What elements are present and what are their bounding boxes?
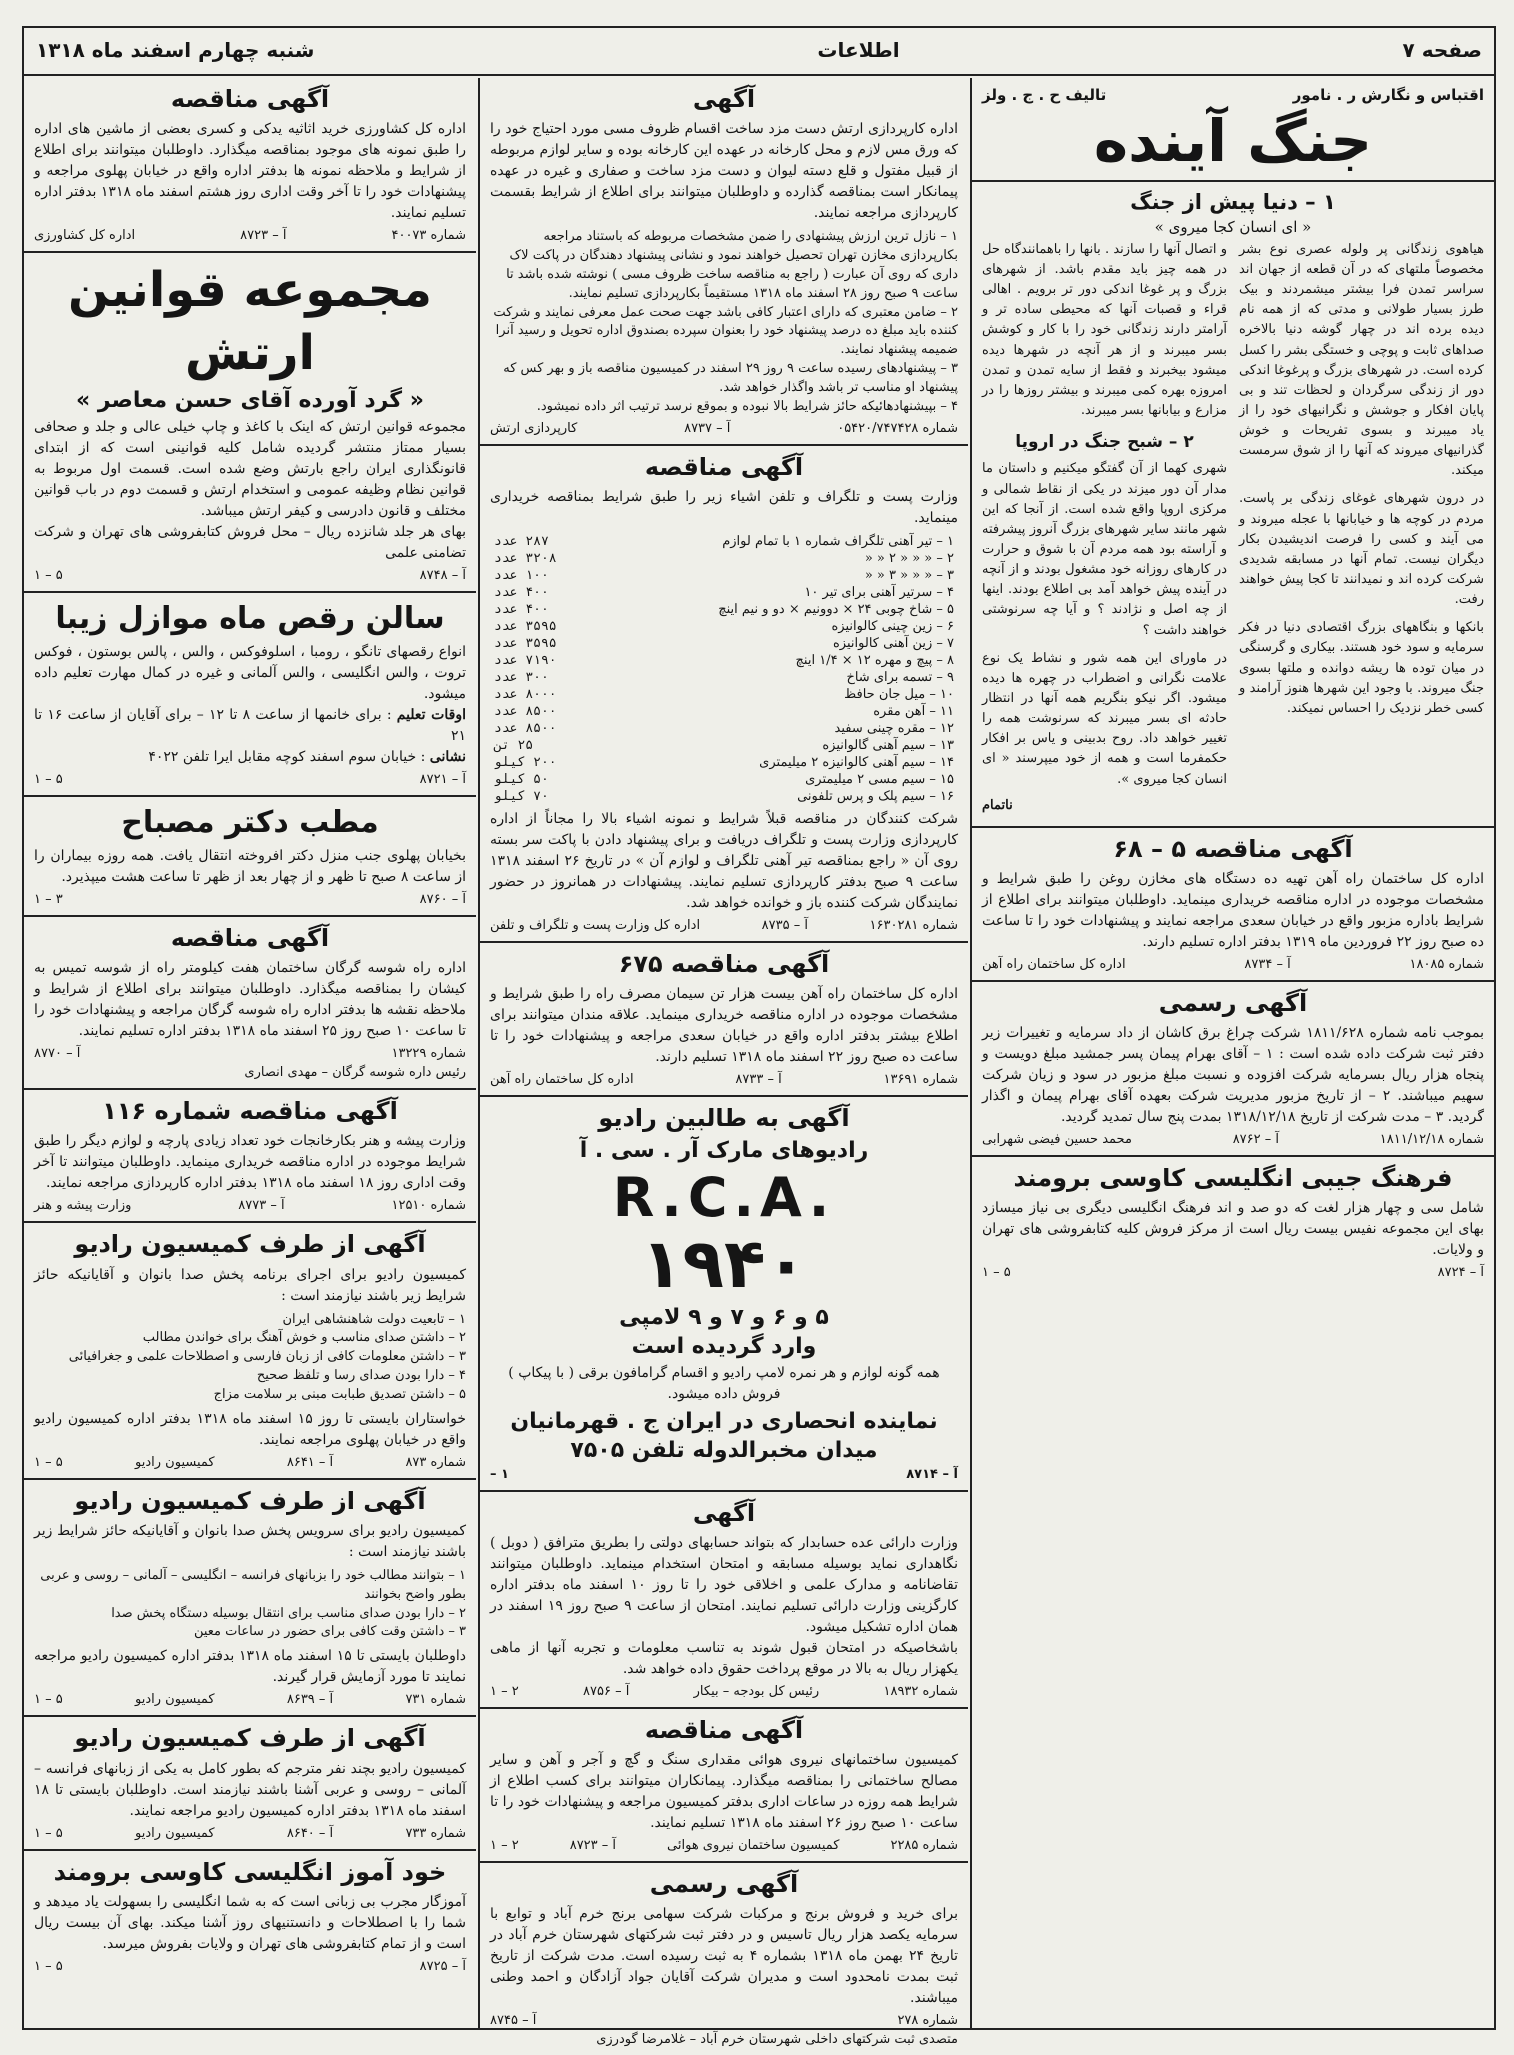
ad-body: کمیسیون رادیو برای سرویس پخش صدا بانوان و آقایانیکه حائز شرایط زیر باشند نیازمند است : (34, 1522, 466, 1560)
ad-sign: اداره کل وزارت پست و تلگراف و تلفن (490, 917, 701, 933)
ad-dash: ۵ – ۱ (982, 1265, 1011, 1281)
ad-number: شماره ۱۳۶۹۱ (883, 1072, 958, 1087)
item-description: ۲ – « « « ۲ « « (864, 550, 954, 566)
table-row (490, 720, 958, 737)
rca-agent: نماینده انحصاری در ایران ج . قهرمانیان (510, 1408, 938, 1434)
ad-meta (982, 957, 1484, 972)
ad-dash: ۵ – ۱ (34, 1958, 63, 1974)
ad-meta (490, 1467, 958, 1482)
ad-ref: آ – ۸۶۴۱ (286, 1454, 334, 1470)
ad-tender-68 (972, 826, 1494, 982)
ad-price: بهای هر جلد شانزده ریال – محل فروش کتابفروشی های تهران و شرکت تضامنی علمی (34, 523, 466, 561)
ad-intro: وزارت پست و تلگراف و تلفن اشیاء زیر را طبق شرایط بمناقصه خریداری مینماید. (490, 488, 958, 526)
ad-body: همه گونه لوازم و هر نمره لامپ رادیو و اقسام گرامافون برقی ( با پیکاپ ) فروش داده میشود. (508, 1364, 940, 1402)
ad-title: آگهی (692, 1498, 756, 1527)
ad-title: آگهی مناقصه ۶۷۵ (618, 949, 830, 978)
ad-ref: آ – ۸۷۳۵ (761, 917, 808, 933)
ad-english-self-study (24, 1851, 476, 1982)
article-columns (982, 240, 1484, 816)
ad-ref: آ – ۸۷۲۱ (419, 771, 466, 787)
ad-title: مطب دکتر مصباح (121, 804, 379, 840)
ad-dash: ۲ – ۱ (490, 1838, 519, 1854)
item-description: ۱۱ – آهن مقره (873, 703, 954, 719)
ad-number: شماره ۱۶۳۰۲۸۱ (869, 917, 958, 933)
rca-arrived: وارد گردیده است (631, 1333, 817, 1359)
ad-meta (490, 2032, 958, 2047)
ad-body: مجموعه قوانین ارتش که اینک با کاغذ و چاپ خیلی عالی و جلد و صحافی بسیار ممتاز منتشر گردیده شامل کلیه قوانینی است که از ابتدای قانونگذاری ایران راجع بارتش وضع شده است. قسمت اول مربوط به قوانین نظام وظیفه عمومی و استخدام ارتش و قسمت دوم در باب قوانین مختلف و قانون دادرسی و کیفر ارتش میباشد. (34, 418, 466, 519)
item-description: ۴ – سرتیر آهنی برای تیر ۱۰ (804, 584, 954, 600)
ad-official-notice (972, 982, 1494, 1157)
ad-ref: آ – ۸۷۲۳ (240, 228, 287, 244)
ad-number: شماره ۷۳۳ (405, 1825, 466, 1841)
hours-value: برای خانمها از ساعت ۸ تا ۱۲ – برای آقایان از ساعت ۱۶ تا ۲۱ (34, 706, 466, 744)
ad-number: شماره ۱۳۲۲۹ (391, 1046, 466, 1062)
item-description: ۹ – تسمه برای شاخ (846, 669, 954, 685)
item-quantity: ۷۱۹۰ عدد (494, 652, 557, 668)
item-description: ۱۶ – سیم پلک و پرس تلفونی (797, 788, 954, 804)
ad-meta (34, 1198, 466, 1213)
ad-conditions (34, 1567, 466, 1642)
table-row (490, 703, 958, 720)
ad-title: مجموعه قوانین ارتش (68, 262, 432, 381)
table-row (490, 601, 958, 618)
ad-title: آگهی مناقصه (170, 85, 330, 113)
item-quantity: ۸۰۰۰ عدد (494, 686, 557, 702)
address-label: نشانی (429, 748, 466, 765)
ad-sign: رئیس کل بودجه – بیکار (693, 1683, 820, 1699)
ad-dash: ۳ – ۱ (34, 891, 63, 907)
ad-meta (34, 1455, 466, 1470)
ad-title: آگهی مناقصه (644, 452, 804, 481)
ad-number: شماره ۷۳۱ (405, 1692, 466, 1708)
ad-meta (34, 1826, 466, 1841)
item-quantity: ۸۵۰۰ عدد (494, 703, 557, 719)
article-credits (972, 78, 1494, 106)
item-description: ۱۵ – سیم مسی ۲ میلیمتری (805, 771, 954, 787)
ad-tender-116 (24, 1090, 476, 1223)
table-row (490, 635, 958, 652)
ad-ref: آ – ۸۷۲۴ (1437, 1265, 1484, 1281)
item-description: ۳ – « « « ۳ « « (864, 567, 954, 583)
ad-title: آگهی مناقصه (170, 923, 330, 952)
ad-title: آگهی مناقصه (644, 1715, 804, 1744)
article-column-2 (982, 240, 1227, 816)
ad-conditions (34, 1311, 466, 1405)
ad-body: اداره کل ساختمان راه آهن بیست هزار تن سیمان مصرف راه را طبق شرایط و مشخصات موجوده در اداره مناقصه خریداری مینماید. علاقه مندان میتوانند برای اطلاع بیشتر بدفتر اداره واقع در خیابان سعدی مراجعه و پیشنهادات خود را تا ساعت ده صبح روز ۲۲ اسفند ماه ۱۳۱۸ تسلیم دارند. (490, 986, 958, 1065)
rca-brand: R.C.A. (612, 1166, 836, 1230)
ad-condition: ۳ – داشتن وقت کافی برای حضور در ساعات معین (193, 1624, 466, 1640)
table-row (490, 618, 958, 635)
ad-ref: آ – ۸۷۷۳ (238, 1198, 285, 1214)
ad-dance-salon (24, 593, 476, 797)
ad-body: اداره راه شوسه گرگان ساختمان هفت کیلومتر راه از شوسه تمیس به کیشان را بمناقصه میگذارد. داوطلبان میتوانند برای اطلاع از شرایط و ملاحظه نقشه ها بدفتر اداره راه شوسه گرگان مراجعه و پیشنهادات خود را تا ساعت ۱۰ صبح روز ۲۵ اسفند ماه ۱۳۱۸ بدفتر اداره تسلیم نمایند. (34, 960, 466, 1040)
address-value: خیابان سوم اسفند کوچه مقابل ایرا تلفن ۴۰۲۲ (148, 748, 417, 765)
ad-condition: ۴ – بپیشنهادهائیکه حائز شرایط بالا نبوده و بموقع نرسد ترتیب اثر داده نمیشود. (536, 398, 958, 414)
middle-column (478, 78, 968, 2048)
rca-year: ۱۹۴۰ (640, 1225, 807, 1305)
table-row (490, 788, 958, 805)
ad-meta (34, 772, 466, 787)
ad-number: شماره ۴۰۰۷۳ (391, 228, 466, 244)
item-description: ۷ – زین آهنی کالوانیزه (833, 635, 954, 651)
item-quantity: ۱۰۰ عدد (494, 567, 549, 583)
section-title: ۲ – شبح جنگ در اروپا (1015, 432, 1194, 453)
ad-condition: ۴ – دارا بودن صدای رسا و تلفظ صحیح (256, 1368, 466, 1384)
item-description: ۱۴ – سیم آهنی کالوانیزه ۲ میلیمتری (759, 754, 954, 770)
ad-title: آگهی به طالبین رادیو (598, 1104, 850, 1132)
table-row (490, 686, 958, 703)
ad-title: فرهنگ جیبی انگلیسی کاوسی برومند (1013, 1164, 1453, 1193)
ad-dash: ۵ – ۱ (34, 1825, 63, 1841)
item-quantity: ۸۵۰۰ عدد (494, 720, 557, 736)
item-quantity: ۲۵ تن (494, 737, 534, 753)
ad-title: آگهی رسمی (649, 1870, 799, 1899)
ad-title: آگهی مناقصه ۵ – ۶۸ (1113, 834, 1353, 863)
ad-pocket-dictionary (972, 1157, 1494, 1288)
ad-body: وزارت پیشه و هنر بکارخانجات خود تعداد زیادی پارچه و لوازم دیگر را طبق شرایط موجوده در اداره مناقصه خریداری مینماید. داوطلبان میتوانند تا آخر وقت اداری روز ۱۸ اسفند ماه ۱۳۱۸ بدفتر اداره کارپردازی مراجعه نمایند. (34, 1133, 466, 1192)
ad-ref: آ – ۸۶۴۰ (286, 1825, 334, 1841)
ad-dash: ۵ – ۱ (34, 1692, 63, 1708)
article-credit-left: تالیف ح . ج . ولز (982, 86, 1107, 104)
ad-sign: کمیسیون رادیو (135, 1825, 215, 1841)
hours-label: اوقات تعلیم (396, 706, 466, 723)
ad-body: کمیسیون ساختمانهای نیروی هوائی مقداری سنگ و گچ و آجر و آهن و سایر مصالح ساختمانی را بمناقصه میگذارد. پیمانکاران میتوانند برای کسب اطلاع از شرایط همه روزه در ساعات اداری بدفتر کمیسیون مراجعه و پیشنهادات خود را تا ساعت ۱۰ صبح روز ۲۶ اسفند ماه ۱۳۱۸ تسلیم نمایند. (490, 1752, 958, 1832)
ad-radio-commission-2 (24, 1480, 476, 1718)
ad-ref: آ – ۸۷۵۶ (583, 1683, 630, 1699)
ad-condition: ۲ – ضامن معتبری که دارای اعتبار کافی باشد جهت صحت عمل معرفی نمایند و شرکت کننده باید مبلغ ده درصد پیشنهاد خود را بعنوان سپرده بصندوق اداره تحویل و رسید آنرا ضمیمه پیشنهاد نمایند. (493, 304, 958, 358)
ad-condition: ۳ – داشتن معلومات کافی از زبان فارسی و اصطلاحات علمی و جغرافیائی (68, 1349, 466, 1365)
ad-ref: آ – ۸۷۳۳ (735, 1072, 782, 1087)
table-row (490, 737, 958, 754)
ad-condition: ۱ – بتوانند مطالب خود را بزبانهای فرانسه – انگلیسی – آلمانی – روسی و عربی بطور واضح بخوانند (40, 1567, 466, 1602)
ad-ref: آ – ۸۷۴۵ (490, 2013, 537, 2029)
ad-ref: آ – ۸۷۶۲ (1232, 1132, 1280, 1148)
section-title: ۱ – دنیا پیش از جنگ (1130, 189, 1336, 214)
ad-ref: آ – ۸۷۲۳ (569, 1838, 617, 1854)
ad-body: اداره کل ساختمان راه آهن تهیه ده دستگاه های مخازن روغن را طبق شرایط و مشخصات موجوده در اداره مناقصه خریداری مینماید. داوطلبان میتوانند برای اطلاع از شرایط باداره مزبور واقع در خیابان سعدی مراجعه نمایند و پیشنهادات خود را تا ساعت ده صبح روز ۲۲ فروردین ماه ۱۳۱۹ بدفتر اداره تسلیم دارند. (982, 870, 1484, 950)
ad-hours: اوقات تعلیم : برای خانمها از ساعت ۸ تا ۱۲ – برای آقایان از ساعت ۱۶ تا ۲۱ (34, 706, 466, 744)
ad-meta (34, 568, 466, 583)
table-row (490, 567, 958, 584)
ad-meta (490, 1838, 958, 1853)
item-quantity: ۴۰۰ عدد (494, 584, 549, 600)
ad-body: داوطلبان بایستی تا ۱۵ اسفند ماه ۱۳۱۸ بدفتر اداره کمیسیون رادیو مراجعه نمایند تا مورد آزمایش قرار گیرند. (34, 1648, 467, 1686)
ad-ref: آ – ۸۷۳۷ (684, 420, 731, 436)
ad-ref: آ – ۸۷۱۴ (906, 1466, 958, 1482)
ad-meta (982, 1265, 1484, 1280)
ad-tender-675 (480, 943, 968, 1097)
ad-sign: اداره کل ساختمان راه آهن (982, 956, 1126, 972)
ad-meta (34, 1046, 466, 1061)
section-quote: « ای انسان کجا میروی » (1154, 217, 1312, 236)
ad-title: آگهی مناقصه شماره ۱۱۶ (102, 1097, 398, 1126)
article-paragraph: در درون شهرهای غوغای زندگی بر پاست. مردم در کوچه ها و خیابانها با عجله میروند و می آیند و کسی را فرصت اندیشیدن بکار دیگران نیست. تمام آنها در مسابقه شدیدی شرکت کرده اند و نمیدانند تا کجا پیش خواهند رفت. (1239, 491, 1484, 608)
article-paragraph: هیاهوی زندگانی پر ولوله عصری نوع بشر مخصوصاً ملتهای که در آن قطعه از جهان اند سراسر تمدن فرا بیشتر میشمردند و بیک طرز بسیار طولانی و مدتی که از همه نام دیده برده اند در چهار گوشه دنیا بالاخره صداهای ثابت و پوچی و خستگی بشر را کسل کرده است. در شهرهای بزرگ و پرغوغا اندکی دور از زندگی سرگردان و لحظات تند و بی پایان افکار و جوشش و نگرانیهای خود را از یاد میبرند و بسوی تفریحات و خوش گذرانیهای میروند که آنها را از شوق سرمست میکند. (1239, 241, 1484, 479)
items-table (490, 533, 958, 805)
ad-sign: کمیسیون ساختمان نیروی هوائی (667, 1838, 840, 1854)
ad-rca-radio (480, 1097, 968, 1492)
ad-sign: محمد حسین فیضی شهرابی (982, 1132, 1132, 1148)
ad-meta (490, 1072, 958, 1087)
item-description: ۱۰ – میل جان حافظ (844, 686, 954, 702)
ad-number: شماره ۸۷۳ (405, 1454, 466, 1470)
table-row (490, 754, 958, 771)
item-description: ۵ – شاخ چوبی ۲۴ × دوونیم × دو و نیم اینچ (718, 601, 954, 617)
ad-sign: اداره کل ساختمان راه آهن (490, 1072, 634, 1087)
ad-body: اداره کل کشاورزی خرید اثاثیه یدکی و کسری بعضی از ماشین های اداره را طبق نمونه های موجود بمناقصه میگذارد. داوطلبان میتوانند برای اطلاع از شرایط و ملاحظه نمونه ها بدفتر اداره واقع در خیابان پهلوی مراجعه و پیشنهادات خود را تا آخر وقت اداری روز هشتم اسفند ماه ۱۳۱۸ بدفتر اداره تسلیم نمایند. (34, 121, 466, 222)
table-row (490, 669, 958, 686)
ad-number: شماره ۲۷۸ (897, 2013, 958, 2029)
item-quantity: ۳۲۰۸ عدد (494, 550, 557, 566)
ad-ref: آ – ۸۷۳۴ (1244, 956, 1291, 972)
table-row (490, 771, 958, 788)
ad-dash: ۵ – ۱ (34, 771, 63, 787)
ad-meta (34, 1065, 466, 1080)
ad-ref: آ – ۸۶۳۹ (286, 1692, 334, 1708)
ad-meta (490, 918, 958, 933)
ad-conditions (490, 228, 958, 416)
to-be-continued: ناتمام (982, 797, 1013, 813)
ad-condition: ۱ – نازل ترین ارزش پیشنهادی را ضمن مشخصات مربوطه که باستناد مراجعه بکارپردازی مخازن تهران تحصیل خواهند نمود و نشانی پیشنهاد دهندگان در پاکت لاک داری که روی آن عبارت ( راجع به مناقصه ساخت ظروف مسی ) نوشته شده باشد تا ساعت ۹ صبح روز ۲۸ اسفند ماه ۱۳۱۸ مستقیماً بکارپردازی تسلیم نمایند. (506, 229, 958, 301)
page-number: صفحه ۷ (1402, 38, 1482, 62)
table-row (490, 550, 958, 567)
ad-body: اداره کارپردازی ارتش دست مزد ساخت اقسام ظروف مسی مورد احتیاج خود را که ورق مس لازم و محل کارخانه در عهده این کارخانه بوده و سایر لوازم مربوطه از قبیل مفتول و قلع دسته لیوان و دست مزد ساخت و صفاری و غیره در عهده پیمانکار است بمناقصه گذارده و داوطلبان میتوانند برای اطلاع از شرایط بقسمت کارپردازی مراجعه نمایند. (490, 121, 958, 222)
table-row (490, 584, 958, 601)
ad-finance-ministry (480, 1492, 968, 1709)
ad-sign: اداره کل کشاورزی (34, 228, 136, 244)
ad-body: خواستاران بایستی تا روز ۱۵ اسفند ماه ۱۳۱۸ بدفتر اداره کمیسیون رادیو واقع در خیابان پهلوی مراجعه نمایند. (34, 1410, 466, 1448)
ad-body: شرکت کنندگان در مناقصه قبلاً شرایط و نمونه اشیاء بالا را مجاناً از اداره کارپردازی وزارت پست و تلگراف دریافت و برای پیشنهاد دادن با پاکت سر بسته روی آن « راجع بمناقصه تیر آهنی تلگراف و لوازم آن » در تاریخ ۲۶ اسفند ۱۳۱۸ ساعت ۹ صبح بدفتر کارپردازی تسلیم نمایند. پیشنهادات در همانروز در حضور نمایندگان شرکت کننده باز و خوانده خواهد شد. (490, 810, 959, 911)
ad-sign: رئیس داره شوسه گرگان – مهدی انصاری (244, 1065, 466, 1081)
item-quantity: ۳۵۹۵ عدد (494, 635, 557, 651)
ad-body: باشخاصیکه در امتحان قبول شوند به تناسب معلومات و تجربه آنها از ماهی یکهزار ریال به بالا در موقع پرداخت حقوق داده خواهد شد. (490, 1639, 958, 1677)
item-description: ۶ – زین چینی کالوانیزه (831, 618, 954, 634)
ad-condition: ۳ – پیشنهادهای رسیده ساعت ۹ روز ۲۹ اسفند در کمیسیون مناقصه باز و بهر کس که پیشنهاد او مناسب تر باشد واگذار خواهد شد. (503, 361, 958, 395)
item-quantity: ۷۰ کیلو (494, 788, 549, 804)
table-row (490, 652, 958, 669)
item-quantity: ۴۰۰ عدد (494, 601, 549, 617)
ad-body: وزارت دارائی عده حسابدار که بتواند حسابهای دولتی را بطریق مترافق ( دوبل ) نگاهداری نماید بوسیله مسابقه و امتحان استخدام مینماید. داوطلبان میتوانند تقاضانامه و مدارک علمی و اخلاقی خود را تا روز ۱۰ اسفند ماه بدفتر اداره کارگزینی وزارت دارائی تسلیم نمایند. امتحان از ساعت ۹ صبح روز ۱۹ اسفند در همان اداره تشکیل میشود. (490, 1534, 959, 1635)
ad-subtitle: « گرد آورده آقای حسن معاصر » (76, 387, 424, 413)
ad-title: آگهی از طرف کمیسیون رادیو (74, 1486, 426, 1515)
ad-number: شماره ۰۵۴۲۰/۷۴۷۴۲۸ (837, 420, 958, 436)
article-paragraph: بانکها و بنگاههای بزرگ اقتصادی دنیا در فکر سرمایه و سود خود هستند. بیکاری و گرسنگی در میان توده ها ریشه دوانده و ملتها بسوی جنگ میروند. با وجود این شهرها هنوز آرامند و کسی خطر نزدیک را احساس نمیکند. (1239, 620, 1484, 716)
ad-meta (34, 1959, 466, 1974)
ad-number: شماره ۱۸۹۳۲ (883, 1683, 958, 1699)
ad-radio-commission-1 (24, 1223, 476, 1479)
ad-dash: ۲ – ۱ (490, 1683, 519, 1699)
ad-agriculture-tender (24, 78, 476, 253)
ad-meta (34, 1692, 466, 1707)
ad-body: کمیسیون رادیو برای اجرای برنامه پخش صدا بانوان و آقایانیکه حائز شرایط زیر باشند نیازمند است : (34, 1266, 466, 1304)
ad-army-laws-book (24, 253, 476, 593)
ad-meta (490, 2013, 958, 2028)
ad-gorgan-road-tender (24, 917, 476, 1090)
article-paragraph: و اتصال آنها را سازند . بانها را باهمانندگاه حل در همه چیز باید مقدم باشد. از شهرهای بزرگ و پر غوغا اندکی دور تر برویم . اهالی قراء و قصبات آنها که محیطی ساده تر و آرامتر دارند زندگانی خود را با کار و کوشش بسر میبرند و از هر آنچه در شهرها دیده میشود بیخبرند و فقط از سایه تمدن و تمدن امروزه بهره کمی میبرند و بیشتر روزها را در مزارع و بیابانها بسر میبرند. (982, 241, 1227, 418)
item-quantity: ۵۰ کیلو (494, 771, 549, 787)
ad-meta (490, 1684, 958, 1699)
ad-body: انواع رقصهای تانگو ، رومبا ، اسلوفوکس ، والس ، پالس بوستون ، فوکس تروت ، والس انگلیسی ، والس آلمانی و غیره در کمال مهارت تعلیم داده میشود. (34, 643, 466, 702)
article-headline: جنگ آینده (972, 106, 1494, 182)
ad-condition: ۲ – داشتن صدای مناسب و خوش آهنگ برای خواندن مطالب (142, 1330, 466, 1346)
ad-body: آموزگار مجرب بی زبانی است که به شما انگلیسی را بسهولت یاد میدهد و شما را با اصطلاحات و دانستنیهای روز آشنا میکند. بهای آن بیست ریال است و از تمام کتابفروشی های تهران و ولایات بفروش میرسد. (34, 1893, 466, 1952)
article-paragraph: در ماورای این همه شور و نشاط یک نوع علامت نگرانی و اضطراب در چهره ها دیده میشود. اگر نیکو بنگریم همه آنها در انتظار حادثه ای بسر میبرند که سرنوشت همه را تغییر خواهد داد. روح بدبینی و یاس بر افکار حکمفرما است و همه از خود میپرسند « ای انسان کجا میروی ». (982, 650, 1227, 787)
ad-dash: ۵ – ۱ (34, 567, 63, 583)
ad-sign: کمیسیون رادیو (135, 1692, 215, 1708)
ad-body: بخیابان پهلوی جنب منزل دکتر افروخته انتقال یافت. همه روزه بیماران را از ساعت ۸ صبح تا ظهر و از چهار بعد از ظهر تا ساعت هشت میپذیرد. (34, 847, 466, 885)
ad-condition: ۲ – دارا بودن صدای مناسب برای انتقال بوسیله دستگاه پخش صدا (111, 1605, 466, 1621)
ad-meta (34, 228, 466, 243)
item-quantity: ۲۰۰ کیلو (494, 754, 557, 770)
ad-dash: ۱ – (490, 1466, 509, 1482)
ad-condition: ۱ – تابعیت دولت شاهنشاهی ایران (282, 1311, 466, 1327)
ad-body: برای خرید و فروش برنج و مرکبات شرکت سهامی برنج خرم آباد و توابع با سرمایه یکصد هزار ریال تاسیس و در دفتر ثبت شرکتهای شهرستان خرم آباد در تاریخ ۲۴ بهمن ماه ۱۳۱۸ بشماره ۴ به ثبت رسیده است. مدت شرکت از تاریخ ثبت بمدت نامحدود است و مدیران شرکت آقایان جواد آزادگان و احمد وطنی میباشند. (490, 1906, 958, 2007)
item-description: ۱ – تیر آهنی تلگراف شماره ۱ با تمام لوازم (722, 533, 954, 549)
ad-number: شماره ۲۲۸۵ (890, 1838, 958, 1854)
article-column-1 (1239, 240, 1484, 816)
ad-title: آگهی از طرف کمیسیون رادیو (74, 1230, 426, 1259)
ad-ref: آ – ۸۷۴۸ (419, 567, 466, 583)
item-quantity: ۳۰۰ عدد (494, 669, 549, 685)
ad-condition: ۵ – داشتن تصدیق طبابت مبنی بر سلامت مزاج (213, 1386, 466, 1402)
serial-article (972, 190, 1494, 816)
ad-title: خود آموز انگلیسی کاوسی برومند (53, 1857, 447, 1886)
ad-meta (490, 421, 958, 436)
item-description: ۸ – پیچ و مهره ۱۲ × ۱/۴ اینچ (795, 652, 954, 668)
table-row (490, 533, 958, 550)
ad-sign: کارپردازی ارتش (490, 420, 578, 436)
ad-sign: کمیسیون رادیو (135, 1454, 215, 1470)
ad-meta (982, 1132, 1484, 1147)
ad-official-khorramabad (480, 1863, 968, 2055)
rca-line: رادیوهای مارک آر . سی . آ (579, 1138, 869, 1164)
ad-body: کمیسیون رادیو بچند نفر مترجم که بطور کامل به یکی از زبانهای فرانسه – آلمانی – روسی و عربی آشنا باشند نیازمند است. داوطلبان بایستی تا ۱۸ اسفند ماه ۱۳۱۸ بدفتر اداره کمیسیون رادیو مراجعه نمایند. (34, 1760, 466, 1819)
ad-body: بموجب نامه شماره ۱۸۱۱/۶۲۸ شرکت چراغ برق کاشان از داد سرمایه و تغییرات زیر دفتر ثبت شرکت داده شده است : ۱ – آقای بهرام پیمان پسر جمشید مبلغ دویست و پنجاه هزار ریال بسرمایه شرکت افزوده و نسبت مبلغ مزبور در سود و زیان شرکت سهیم میباشند. ۲ – از تاریخ مزبور مدیریت شرکت بعهده آقای بهرام پیمان و اگذار گردید. ۳ – مدت شرکت از تاریخ ۱۳۱۸/۱۲/۱۸ بمدت پنج سال تمدید گردید. (982, 1025, 1485, 1126)
ad-dash: ۵ – ۱ (34, 1454, 63, 1470)
item-quantity: ۳۵۹۵ عدد (494, 618, 557, 634)
ad-number: شماره ۱۸۰۸۵ (1409, 956, 1484, 972)
ad-number: شماره ۱۲۵۱۰ (391, 1198, 466, 1214)
rca-models: ۵ و ۶ و ۷ و ۹ لامپی (619, 1304, 829, 1330)
article-credit-right: اقتباس و نگارش ر . نامور (1292, 86, 1484, 104)
item-description: ۱۳ – سیم آهنی گالوانیزه (822, 737, 954, 753)
ad-sign: وزارت پیشه و هنر (34, 1198, 132, 1214)
rca-address: میدان مخبرالدوله تلفن ۷۵۰۵ (570, 1437, 878, 1463)
item-description: ۱۲ – مقره چینی سفید (834, 720, 954, 736)
ad-meta (34, 892, 466, 907)
ad-ref: آ – ۸۷۶۰ (419, 891, 466, 907)
item-quantity: ۲۸۷ عدد (494, 533, 549, 549)
ad-doctor-clinic (24, 797, 476, 917)
issue-date: شنبه چهارم اسفند ماه ۱۳۱۸ (36, 38, 315, 62)
newspaper-name: اطلاعات (817, 38, 900, 62)
ad-army-procurement (480, 78, 968, 446)
ad-post-tender (480, 446, 968, 943)
ad-number: شماره ۱۸۱۱/۱۲/۱۸ (1379, 1132, 1484, 1148)
ad-title: سالن رقص ماه موازل زیبا (55, 600, 445, 636)
ad-radio-commission-3 (24, 1717, 476, 1850)
ad-title: آگهی از طرف کمیسیون رادیو (74, 1724, 426, 1753)
ad-ref: آ – ۸۷۷۰ (34, 1046, 81, 1062)
items-table-body (490, 533, 958, 805)
ad-sign: متصدی ثبت شرکتهای داخلی شهرستان خرم آباد – غلامرضا گودرزی (596, 2032, 958, 2048)
ad-airforce-tender (480, 1709, 968, 1863)
ad-body: شامل سی و چهار هزار لغت که دو صد و اند فرهنگ انگلیسی دیگری بی نیاز میسازد بهای این مجموعه نفیس بیست ریال است از مرکز فروش کلیه کتابفروشی های تهران و ولایات. (982, 1200, 1484, 1259)
article-paragraph: شهری کهما از آن گفتگو میکنیم و داستان ما مدار آن دور میزند در یکی از نقاط شمالی و مرکزی اروپا واقع شده است. از آنجا که این شهر مانند سایر شهرهای بزرگ آنروز پیشرفته و آراسته بود همه مردم آن با شوق و حرارت در کارهای روزانه خود مشغول بودند و از آنچه در آینده پیش خواهد آمد بی اطلاع بودند. اینها از چه اصل و نژادند ؟ و آیا چه سرنوشتی خواهند داشت ؟ (982, 461, 1227, 638)
ad-title: آگهی رسمی (1158, 988, 1308, 1017)
ad-address: نشانی : خیابان سوم اسفند کوچه مقابل ایرا تلفن ۴۰۲۲ (148, 748, 466, 765)
ad-title: آگهی (692, 85, 756, 113)
right-column (970, 78, 1494, 2028)
left-column (24, 78, 476, 2028)
ad-ref: آ – ۸۷۲۵ (419, 1958, 466, 1974)
